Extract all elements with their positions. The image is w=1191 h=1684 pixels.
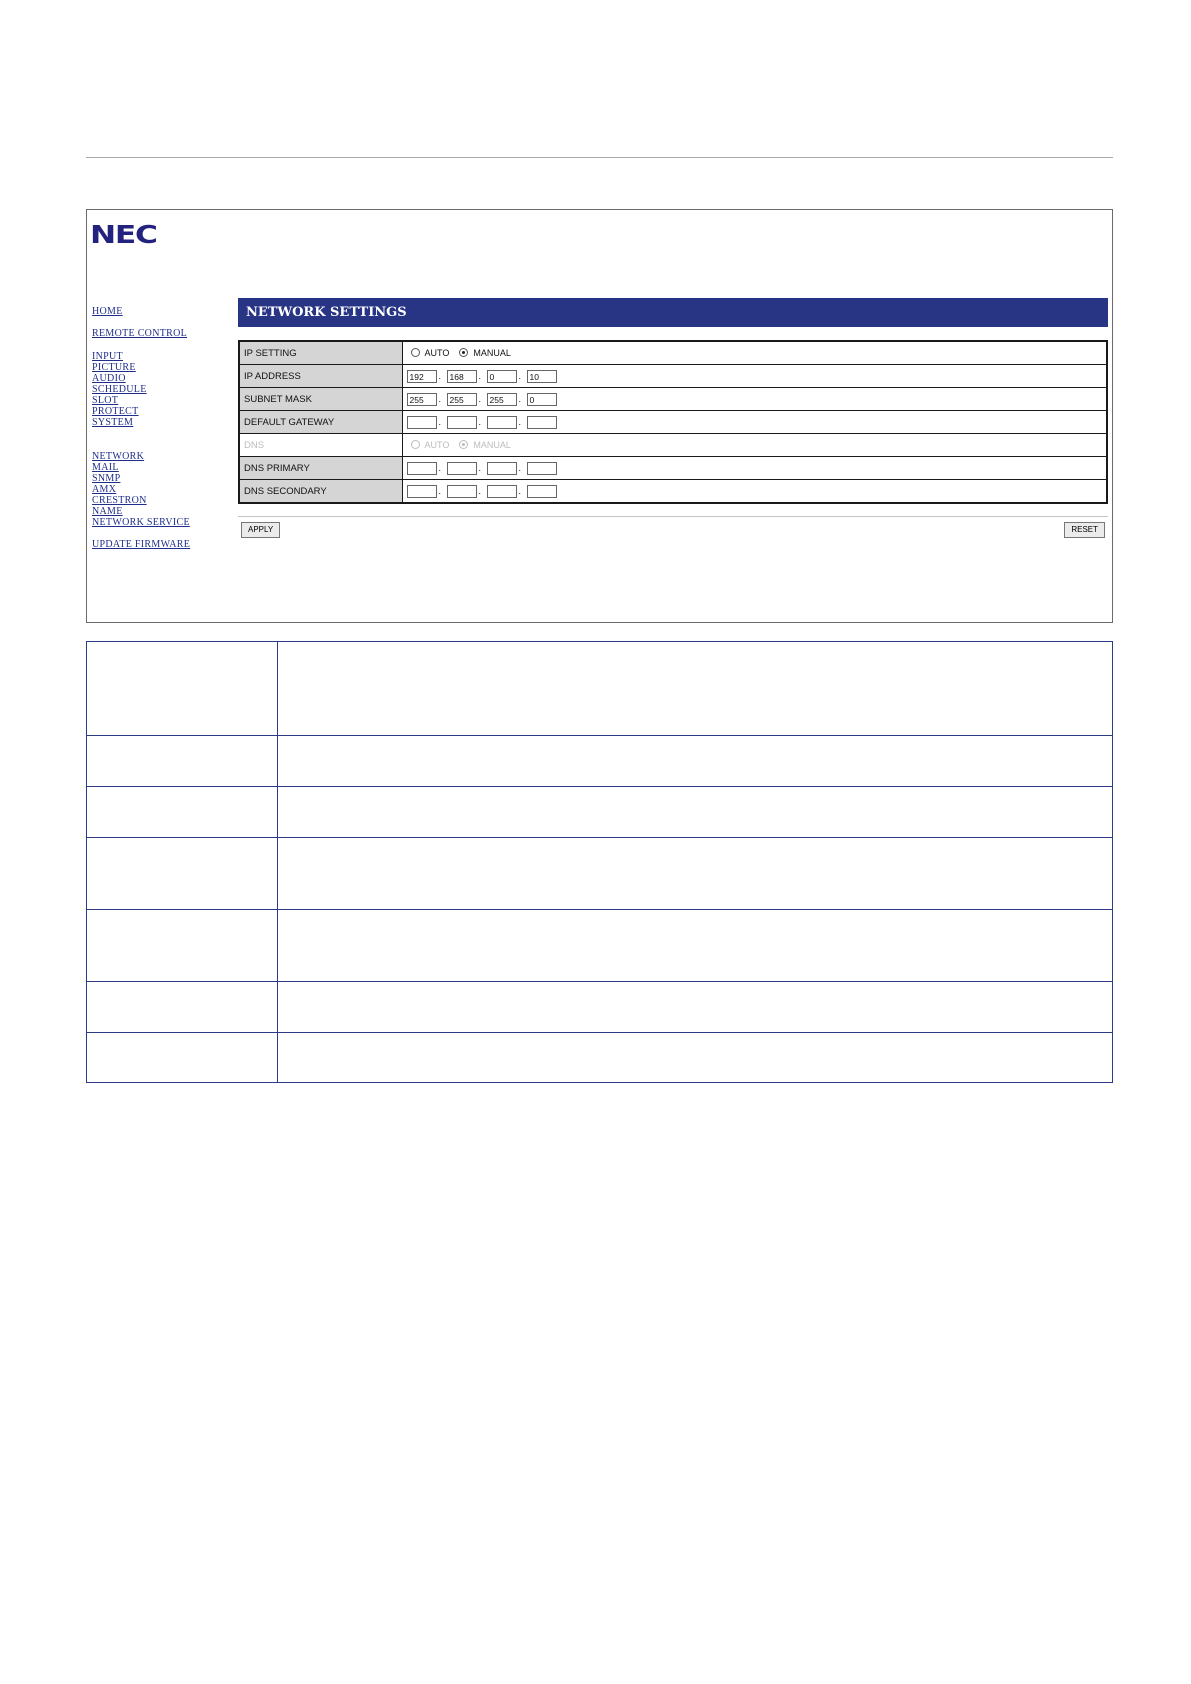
subnet-mask-octet-2[interactable]: 255 bbox=[447, 393, 477, 406]
row-dns-primary bbox=[239, 457, 1107, 480]
nav-link-schedule[interactable]: SCHEDULE bbox=[92, 384, 147, 395]
reset-button[interactable]: RESET bbox=[1064, 522, 1105, 538]
dns-manual-radio bbox=[459, 440, 468, 449]
octet-separator: . bbox=[438, 486, 442, 496]
dns-primary-octet-3[interactable] bbox=[487, 462, 517, 475]
ip-setting-auto-label: AUTO bbox=[424, 347, 450, 358]
nav-link-mail[interactable]: MAIL bbox=[92, 462, 119, 473]
description-text-cell bbox=[278, 910, 1113, 982]
description-term-cell bbox=[87, 838, 278, 910]
row-subnet-mask bbox=[239, 388, 1107, 411]
dns-secondary-octet-2[interactable] bbox=[447, 485, 477, 498]
description-term-cell bbox=[87, 1033, 278, 1083]
nav-link-name[interactable]: NAME bbox=[92, 506, 123, 517]
row-dns-secondary bbox=[239, 480, 1107, 504]
nav-link-network-service[interactable]: NETWORK SERVICE bbox=[92, 517, 190, 528]
page-title: NETWORK SETTINGS bbox=[238, 298, 1108, 327]
nav-link-slot[interactable]: SLOT bbox=[92, 395, 119, 406]
octet-separator: . bbox=[438, 463, 442, 473]
description-text-cell bbox=[278, 838, 1113, 910]
description-term-cell bbox=[87, 787, 278, 838]
description-table bbox=[86, 641, 1113, 1083]
subnet-mask-label: SUBNET MASK bbox=[239, 388, 402, 411]
octet-separator: . bbox=[518, 463, 522, 473]
description-term-cell bbox=[87, 982, 278, 1033]
nav-link-update-firmware[interactable]: UPDATE FIRMWARE bbox=[92, 539, 191, 550]
nav-link-system[interactable]: SYSTEM bbox=[92, 417, 134, 428]
octet-separator: . bbox=[518, 394, 522, 404]
ip-setting-options bbox=[402, 341, 1107, 365]
dns-primary-octet-1[interactable] bbox=[407, 462, 437, 475]
dns-secondary-label: DNS SECONDARY bbox=[239, 480, 402, 504]
ip-address-octet-3[interactable]: 0 bbox=[487, 370, 517, 383]
description-text-cell bbox=[278, 736, 1113, 787]
description-row bbox=[87, 787, 1113, 838]
network-settings-table bbox=[238, 340, 1108, 504]
octet-separator: . bbox=[478, 417, 482, 427]
dns-auto-label: AUTO bbox=[424, 439, 450, 450]
ip-setting-manual-radio[interactable] bbox=[459, 348, 468, 357]
nav-link-picture[interactable]: PICTURE bbox=[92, 362, 136, 373]
octet-separator: . bbox=[518, 371, 522, 381]
dns-secondary-fields bbox=[402, 480, 1107, 504]
dns-secondary-octet-4[interactable] bbox=[527, 485, 557, 498]
dns-primary-label: DNS PRIMARY bbox=[239, 457, 402, 480]
dns-secondary-octet-3[interactable] bbox=[487, 485, 517, 498]
row-ip-address bbox=[239, 365, 1107, 388]
subnet-mask-fields bbox=[402, 388, 1107, 411]
nav-link-crestron[interactable]: CRESTRON bbox=[92, 495, 147, 506]
default-gateway-octet-1[interactable] bbox=[407, 416, 437, 429]
page-header-rule bbox=[86, 157, 1113, 158]
ip-address-octet-1[interactable]: 192 bbox=[407, 370, 437, 383]
subnet-mask-octet-4[interactable]: 0 bbox=[527, 393, 557, 406]
description-row bbox=[87, 642, 1113, 736]
ip-setting-auto-radio[interactable] bbox=[411, 348, 420, 357]
form-divider bbox=[238, 516, 1108, 517]
dns-auto-radio bbox=[411, 440, 420, 449]
octet-separator: . bbox=[478, 371, 482, 381]
nav-link-home[interactable]: HOME bbox=[92, 306, 123, 317]
apply-button[interactable]: APPLY bbox=[241, 522, 280, 538]
octet-separator: . bbox=[438, 394, 442, 404]
default-gateway-fields bbox=[402, 411, 1107, 434]
octet-separator: . bbox=[478, 486, 482, 496]
nav-link-audio[interactable]: AUDIO bbox=[92, 373, 126, 384]
ip-address-fields bbox=[402, 365, 1107, 388]
nav-link-amx[interactable]: AMX bbox=[92, 484, 117, 495]
dns-label: DNS bbox=[239, 434, 402, 457]
ip-address-octet-2[interactable]: 168 bbox=[447, 370, 477, 383]
default-gateway-label: DEFAULT GATEWAY bbox=[239, 411, 402, 434]
octet-separator: . bbox=[518, 417, 522, 427]
octet-separator: . bbox=[478, 394, 482, 404]
description-row bbox=[87, 1033, 1113, 1083]
description-text-cell bbox=[278, 787, 1113, 838]
default-gateway-octet-3[interactable] bbox=[487, 416, 517, 429]
ip-address-octet-4[interactable]: 10 bbox=[527, 370, 557, 383]
dns-primary-octet-2[interactable] bbox=[447, 462, 477, 475]
nav-link-network[interactable]: NETWORK bbox=[92, 451, 145, 462]
dns-primary-fields bbox=[402, 457, 1107, 480]
nav-link-input[interactable]: INPUT bbox=[92, 351, 123, 362]
nav-link-protect[interactable]: PROTECT bbox=[92, 406, 139, 417]
octet-separator: . bbox=[438, 371, 442, 381]
dns-manual-label: MANUAL bbox=[473, 439, 511, 450]
nav-link-remote-control[interactable]: REMOTE CONTROL bbox=[92, 328, 188, 339]
ip-setting-label: IP SETTING bbox=[239, 341, 402, 365]
default-gateway-octet-2[interactable] bbox=[447, 416, 477, 429]
browser-screenshot-panel bbox=[86, 209, 1113, 623]
dns-secondary-octet-1[interactable] bbox=[407, 485, 437, 498]
default-gateway-octet-4[interactable] bbox=[527, 416, 557, 429]
description-row bbox=[87, 982, 1113, 1033]
row-dns bbox=[239, 434, 1107, 457]
octet-separator: . bbox=[478, 463, 482, 473]
subnet-mask-octet-3[interactable]: 255 bbox=[487, 393, 517, 406]
ip-address-label: IP ADDRESS bbox=[239, 365, 402, 388]
row-default-gateway bbox=[239, 411, 1107, 434]
description-row bbox=[87, 736, 1113, 787]
dns-primary-octet-4[interactable] bbox=[527, 462, 557, 475]
nec-logo: NEC bbox=[90, 220, 157, 249]
octet-separator: . bbox=[438, 417, 442, 427]
ip-setting-manual-label: MANUAL bbox=[473, 347, 511, 358]
description-text-cell bbox=[278, 642, 1113, 736]
dns-options bbox=[402, 434, 1107, 457]
description-text-cell bbox=[278, 1033, 1113, 1083]
subnet-mask-octet-1[interactable]: 255 bbox=[407, 393, 437, 406]
octet-separator: . bbox=[518, 486, 522, 496]
description-row bbox=[87, 910, 1113, 982]
row-ip-setting bbox=[239, 341, 1107, 365]
description-term-cell bbox=[87, 910, 278, 982]
main-content bbox=[238, 298, 1108, 534]
description-row bbox=[87, 838, 1113, 910]
description-text-cell bbox=[278, 982, 1113, 1033]
nav-link-snmp[interactable]: SNMP bbox=[92, 473, 121, 484]
description-term-cell bbox=[87, 736, 278, 787]
description-term-cell bbox=[87, 642, 278, 736]
